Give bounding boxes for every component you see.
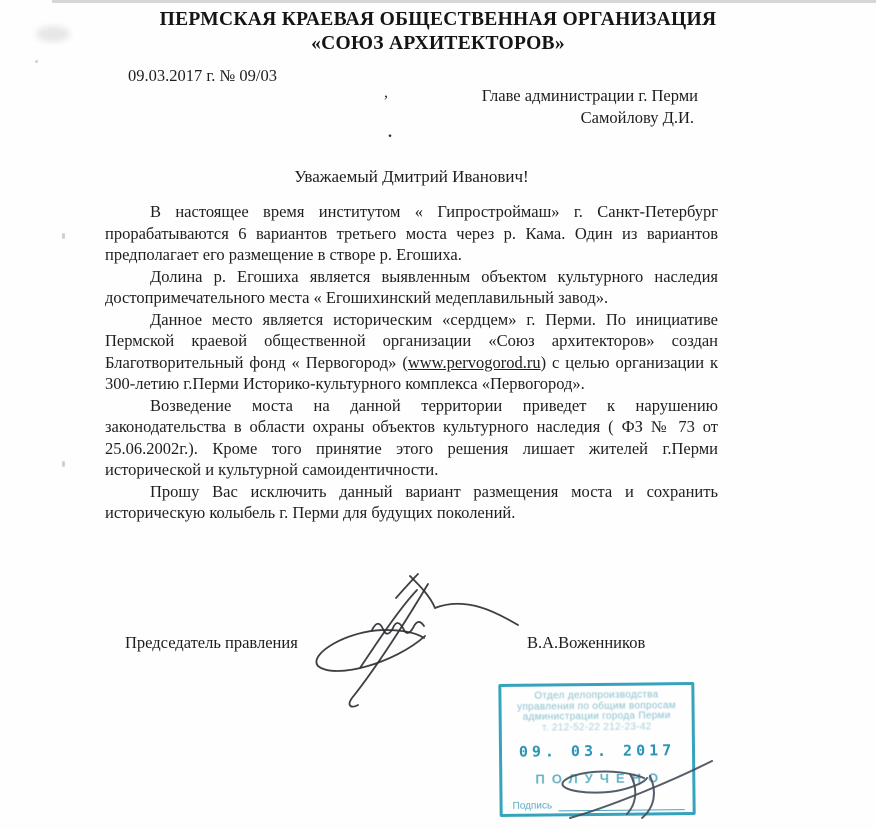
signer-position-title: Председатель правления	[125, 633, 298, 652]
scan-dot-artifact: .	[388, 124, 392, 141]
org-title-line1: ПЕРМСКАЯ КРАЕВАЯ ОБЩЕСТВЕННАЯ ОРГАНИЗАЦИЯ	[159, 9, 717, 30]
stamp-signature-label: Подпись	[512, 800, 553, 812]
addressee-line1: Главе администрации г. Перми	[481, 86, 698, 105]
body-paragraph-1: В настоящее время институтом « Гипростроймаш» г. Санкт-Петербург прорабатываются 6 вариантов третьего моста через р. Кама. Один из вариантов предполагает его размещение в створе р. Егошиха.	[105, 202, 718, 264]
handwritten-signature	[298, 566, 526, 716]
paragraph-text: Данное место является историческим «сердцем» г. Перми. По инициативе Пермской краевой общественной организации «Союз архитекторов» создан Благотворительный фонд « Первогород» (	[105, 309, 718, 372]
stamp-line1: Отдел делопроизводства	[534, 689, 659, 702]
scan-comma-artifact: ,	[384, 84, 388, 101]
body-paragraph-4: Возведение моста на данной территории приведет к нарушению законодательства в области охраны объектов культурного наследия ( ФЗ № 73 от 25.06.2002г.). Кроме того принятие этого решения лишает жителей г.Перми исторической и культурной самоидентичности.	[105, 395, 718, 479]
salutation: Уважаемый Дмитрий Иванович!	[294, 167, 529, 186]
addressee-line2: Самойлову Д.И.	[580, 108, 694, 127]
date-ref-number-line: 09.03.2017 г. № 09/03	[128, 66, 277, 85]
stamp-handwritten-signature	[540, 750, 725, 828]
stamp-phone-line: т. 212-52-22 212-23-42	[541, 720, 652, 734]
website-url: www.pervogorod.ru	[407, 352, 541, 372]
scan-speck	[35, 60, 38, 63]
stamp-received-label: ПОЛУЧЕНО	[535, 770, 666, 787]
scan-edge-artifact	[52, 0, 876, 3]
letterhead	[0, 8, 876, 56]
scan-speck	[62, 461, 65, 467]
body-paragraph-5: Прошу Вас исключить данный вариант размещения моста и сохранить историческую колыбель г. Перми для будущих поколений.	[105, 481, 718, 522]
addressee-block	[470, 85, 698, 129]
body-paragraph-3	[105, 309, 718, 395]
stamp-line2: управления по общим вопросам	[517, 699, 677, 713]
paragraph-text: ) с целью организации к 300-летию г.Перми Историко-культурного комплекса «Первогород».	[105, 352, 718, 393]
stamp-date: 09. 03. 2017	[518, 741, 676, 761]
stamp-department-lines	[501, 690, 691, 734]
signer-name: В.А.Воженников	[527, 633, 646, 652]
body-paragraph-2: Долина р. Егошиха является выявленным объектом культурного наследия достопримечательного места « Егошихинский медеплавильный завод».	[105, 266, 718, 307]
stamp-line3: администрации города Перми	[522, 710, 671, 723]
scan-speck	[62, 233, 65, 239]
org-title-line2: «СОЮЗ АРХИТЕКТОРОВ»	[311, 33, 565, 54]
letter-body	[105, 201, 718, 524]
